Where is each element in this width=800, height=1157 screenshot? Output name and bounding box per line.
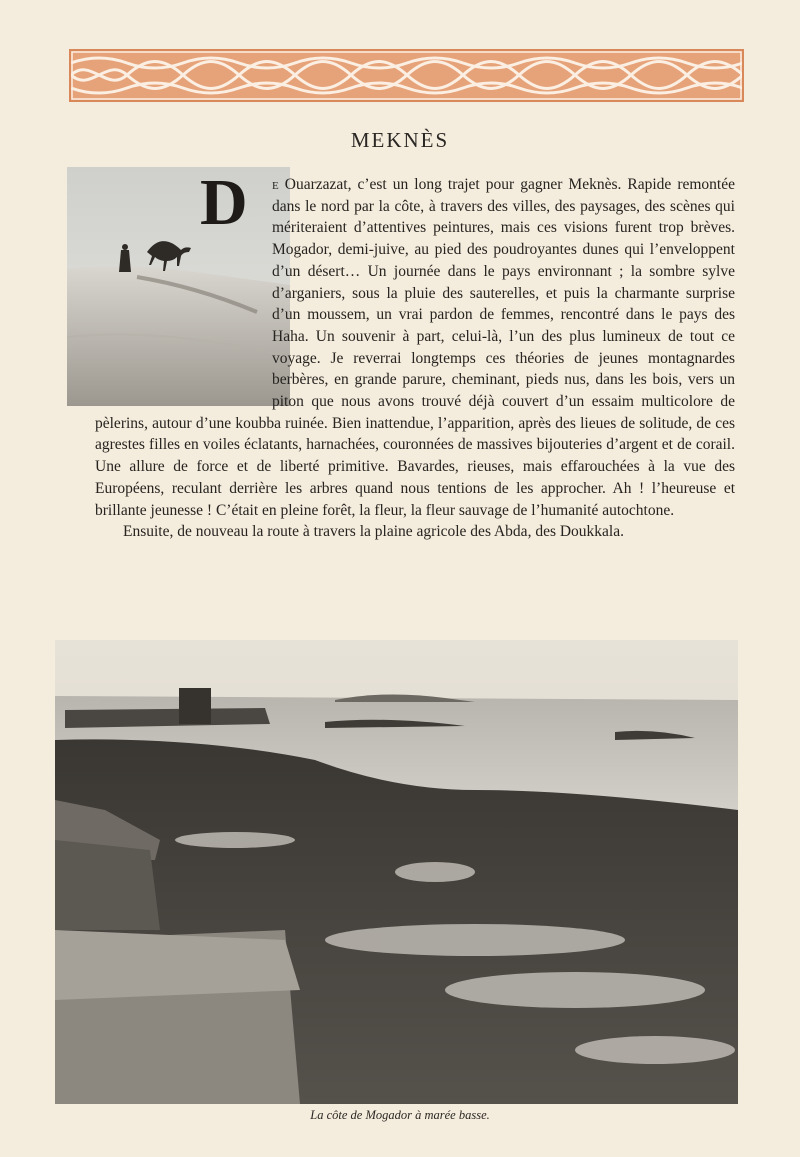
- drop-cap: D: [200, 166, 248, 239]
- decorative-header-band: [69, 49, 744, 102]
- page-title: MEKNÈS: [350, 128, 450, 152]
- interlace-ornament-icon: [71, 51, 742, 100]
- figure-caption: La côte de Mogador à marée basse.: [310, 1108, 490, 1122]
- paragraph-2: Ensuite, de nouveau la route à travers la plaine agricole des Abda, des Doukkala.: [123, 523, 624, 541]
- article-body: [95, 166, 735, 543]
- mogador-coast-photo: [55, 640, 738, 1104]
- first-letter-small-caps: e: [272, 176, 279, 193]
- paragraph-1: Ouarzazat, c’est un long trajet pour gagner Meknès. Rapide remontée dans le nord par la côte, à travers des villes, des paysages, des scènes qui mériteraient d’attentives peintures, mais ces visions furent trop brèves. Mogador, demi-juive, au pied des poudroyantes dunes qui l’enveloppent d’un désert… Un journée dans le pays environnant ; la sombre sylve d’arganiers, sous la pluie des sauterelles, et puis la charmante surprise d’un moussem, un vrai pardon de femmes, rencontré dans le pays des Haha. Un souvenir à part, celui-là, l’un des plus lumineux de tout ce voyage. Je reverrai longtemps ces théories de jeunes montagnardes berbères, en grande parure, cheminant, pieds nus, dans les bois, vers un piton que nous avons trouvé déjà couvert d’un essaim multicolore de pèlerins, autour d’une koubba ruinée. Bien inattendue, l’apparition, après des lieues de solitude, de ces agrestes filles en voiles éclatants, harnachées, couronnées de massives bijouteries d’argent et de corail. Une allure de force et de liberté primitive. Bavardes, rieuses, mais effarouchées à la vue des Européens, reculant derrière les arbres quand nous tentions de les approcher. Ah ! l’heureuse et brillante jeunesse ! C’était en pleine forêt, la fleur, la fleur sauvage de l’humanité autochtone.: [95, 176, 735, 519]
